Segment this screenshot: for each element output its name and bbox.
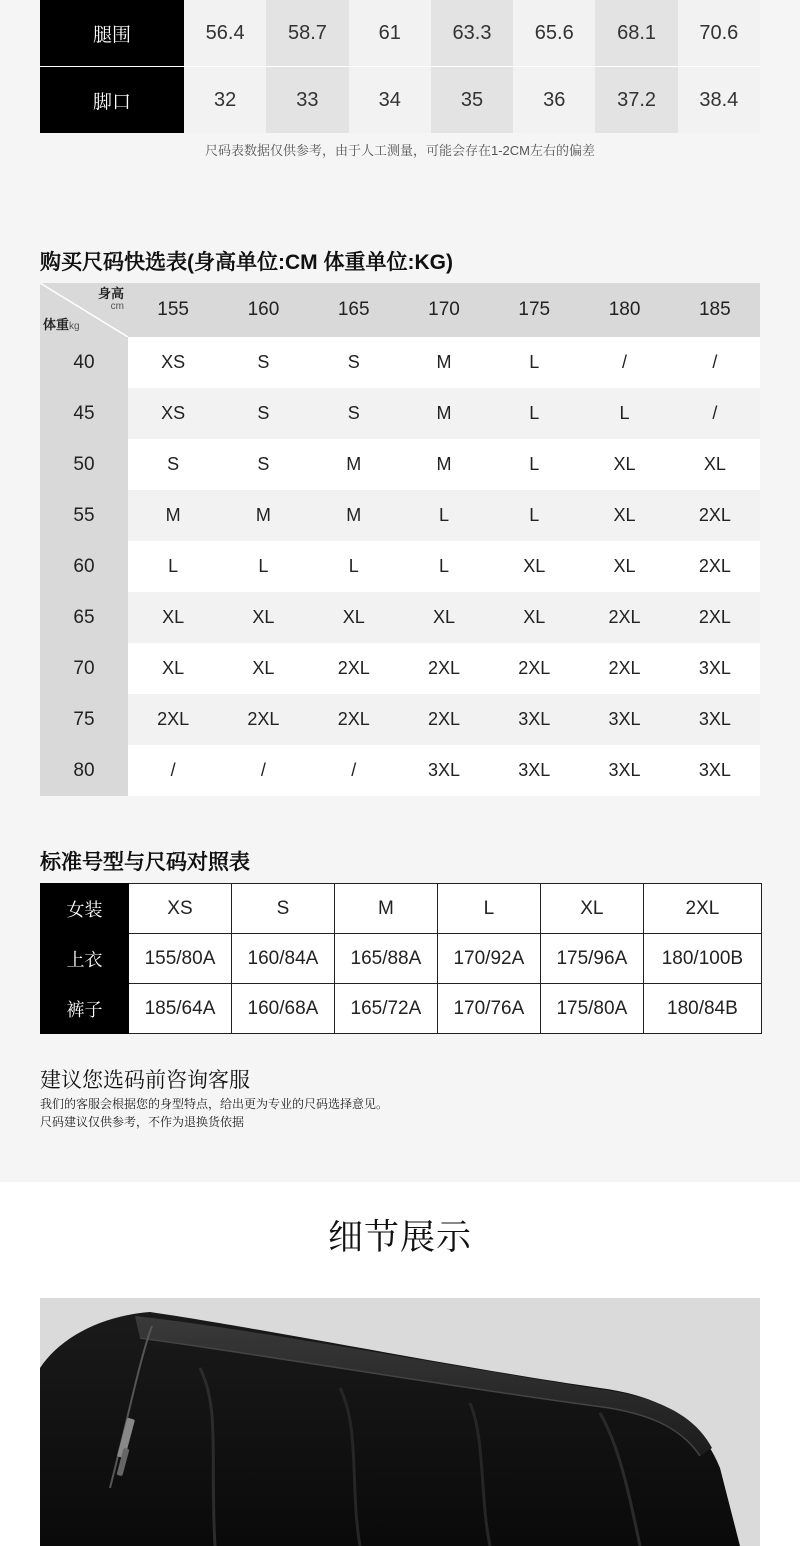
row-label: 女装 [41, 884, 129, 934]
standard-table-title: 标准号型与尺码对照表 [40, 851, 250, 874]
size-cell: 2XL [337, 709, 370, 729]
size-cell: S [257, 454, 270, 474]
detail-section [0, 1182, 800, 1546]
measurement-cell: 56.4 [184, 0, 266, 66]
quick-size-table [40, 283, 760, 796]
size-cell: 2XL [698, 607, 731, 627]
table-cell: 170/76A [437, 984, 540, 1034]
advice-title: 建议您选码前咨询客服 [40, 1069, 250, 1092]
size-cell: 2XL [608, 607, 641, 627]
size-cell: XL [613, 505, 636, 525]
pants-waistband-illustration [40, 1298, 760, 1546]
size-cell: 3XL [518, 760, 551, 780]
size-cell: / [170, 760, 176, 780]
table-cell: 175/80A [540, 984, 643, 1034]
size-cell: / [260, 760, 266, 780]
height-header: 175 [518, 299, 551, 320]
detail-title: 细节展示 [327, 1218, 472, 1257]
weight-cell: 60 [40, 541, 128, 592]
size-cell: M [436, 352, 452, 372]
measurement-note: 尺码表数据仅供参考，由于人工测量，可能会存在1-2CM左右的偏差 [204, 143, 595, 158]
size-cell: / [351, 760, 357, 780]
size-cell: XL [703, 454, 726, 474]
table-row [40, 541, 760, 592]
table-cell: 175/96A [540, 934, 643, 984]
size-cell: M [255, 505, 271, 525]
size-cell: 3XL [698, 658, 731, 678]
measurement-cell: 61 [349, 0, 431, 66]
table-row [41, 934, 762, 984]
table-cell: 160/84A [231, 934, 334, 984]
size-cell: XL [432, 607, 455, 627]
size-cell: / [622, 352, 628, 372]
size-cell: M [346, 454, 362, 474]
size-cell: XL [523, 607, 546, 627]
weight-cell: 80 [40, 745, 128, 796]
advice-line-1: 我们的客服会根据您的身型特点，给出更为专业的尺码选择意见。 [40, 1097, 389, 1111]
table-cell: L [437, 884, 540, 934]
quick-table-title: 购买尺码快选表(身高单位:CM 体重单位:KG) [40, 251, 453, 274]
size-cell: M [165, 505, 181, 525]
size-cell: 3XL [427, 760, 460, 780]
weight-cell: 50 [40, 439, 128, 490]
row-label: 脚口 [40, 67, 184, 133]
measurement-cell: 65.6 [513, 0, 595, 66]
table-row [40, 694, 760, 745]
table-cell: 2XL [643, 884, 761, 934]
size-cell: XL [252, 658, 275, 678]
size-cell: L [529, 352, 540, 372]
size-cell: S [347, 403, 360, 423]
measurement-cell: 68.1 [595, 0, 677, 66]
height-header: 180 [608, 299, 641, 320]
size-cell: 2XL [157, 709, 190, 729]
height-header: 170 [428, 299, 460, 320]
size-cell: L [619, 403, 630, 423]
size-cell: 2XL [247, 709, 280, 729]
size-cell: S [347, 352, 360, 372]
size-cell: 2XL [427, 709, 460, 729]
measurement-cell: 58.7 [266, 0, 348, 66]
size-cell: 3XL [608, 709, 641, 729]
table-cell: 155/80A [129, 934, 232, 984]
size-cell: L [348, 556, 359, 576]
quick-header-row [40, 283, 760, 337]
table-row [40, 337, 760, 388]
table-cell: 180/100B [643, 934, 761, 984]
table-row [40, 439, 760, 490]
table-cell: XL [540, 884, 643, 934]
size-cell: 3XL [698, 709, 731, 729]
size-cell: 2XL [608, 658, 641, 678]
size-cell: 3XL [698, 760, 731, 780]
measurement-row-hem [40, 67, 760, 133]
size-cell: M [436, 403, 452, 423]
weight-cell: 75 [40, 694, 128, 745]
measurement-row-thigh [40, 0, 760, 67]
measurement-cell: 34 [349, 67, 431, 133]
corner-weight-label: 体重kg [43, 317, 80, 332]
height-header: 165 [337, 299, 370, 320]
table-cell: 185/64A [129, 984, 232, 1034]
table-cell: 165/88A [334, 934, 437, 984]
measurement-cell: 35 [431, 67, 513, 133]
height-header: 185 [698, 299, 731, 320]
corner-cell [40, 283, 128, 337]
size-cell: / [712, 403, 718, 423]
size-cell: L [529, 505, 540, 525]
size-cell: L [258, 556, 269, 576]
size-cell: XS [161, 403, 186, 423]
size-cell: / [712, 352, 718, 372]
size-cell: XL [252, 607, 275, 627]
weight-cell: 65 [40, 592, 128, 643]
size-cell: M [436, 454, 452, 474]
size-cell: XS [161, 352, 186, 372]
size-cell: S [257, 352, 270, 372]
table-cell: 180/84B [643, 984, 761, 1034]
table-row [41, 984, 762, 1034]
table-cell: 165/72A [334, 984, 437, 1034]
size-cell: M [346, 505, 362, 525]
table-cell: XS [129, 884, 232, 934]
size-cell: 3XL [518, 709, 551, 729]
size-cell: 2XL [698, 505, 731, 525]
row-label: 腿围 [40, 0, 184, 66]
size-cell: XL [613, 454, 636, 474]
table-cell: M [334, 884, 437, 934]
measurement-cell: 32 [184, 67, 266, 133]
weight-cell: 55 [40, 490, 128, 541]
measurement-cell: 70.6 [678, 0, 760, 66]
table-cell: S [231, 884, 334, 934]
row-label: 裤子 [41, 984, 129, 1034]
size-cell: 2XL [518, 658, 551, 678]
table-row [40, 592, 760, 643]
advice-line-2: 尺码建议仅供参考，不作为退换货依据 [40, 1115, 245, 1129]
size-cell: 2XL [427, 658, 460, 678]
table-row [40, 745, 760, 796]
measurement-cell: 63.3 [431, 0, 513, 66]
size-cell: L [438, 505, 449, 525]
size-cell: 2XL [337, 658, 370, 678]
measurement-cell: 38.4 [678, 67, 760, 133]
weight-cell: 40 [40, 337, 128, 388]
weight-cell: 70 [40, 643, 128, 694]
measurement-cell: 36 [513, 67, 595, 133]
size-cell: S [167, 454, 180, 474]
size-cell: XL [162, 607, 185, 627]
size-cell: XL [162, 658, 185, 678]
table-row [40, 388, 760, 439]
measurement-cell: 37.2 [595, 67, 677, 133]
measurement-table [40, 0, 760, 133]
table-row [41, 884, 762, 934]
weight-cell: 45 [40, 388, 128, 439]
standard-size-table [40, 883, 762, 1034]
measurement-cell: 33 [266, 67, 348, 133]
size-cell: L [529, 454, 540, 474]
size-cell: XL [523, 556, 546, 576]
size-cell: XL [613, 556, 636, 576]
table-cell: 170/92A [437, 934, 540, 984]
row-label: 上衣 [41, 934, 129, 984]
corner-height-label: 身高 cm [97, 286, 124, 312]
size-cell: L [168, 556, 179, 576]
size-cell: S [257, 403, 270, 423]
size-cell: L [529, 403, 540, 423]
table-row [40, 490, 760, 541]
size-cell: 2XL [698, 556, 731, 576]
height-header: 160 [247, 299, 280, 320]
measurement-section [0, 0, 800, 236]
size-cell: 3XL [608, 760, 641, 780]
table-row [40, 643, 760, 694]
product-detail-photo [40, 1298, 760, 1546]
size-cell: XL [342, 607, 365, 627]
size-cell: L [438, 556, 449, 576]
table-cell: 160/68A [231, 984, 334, 1034]
height-header: 155 [157, 299, 189, 320]
